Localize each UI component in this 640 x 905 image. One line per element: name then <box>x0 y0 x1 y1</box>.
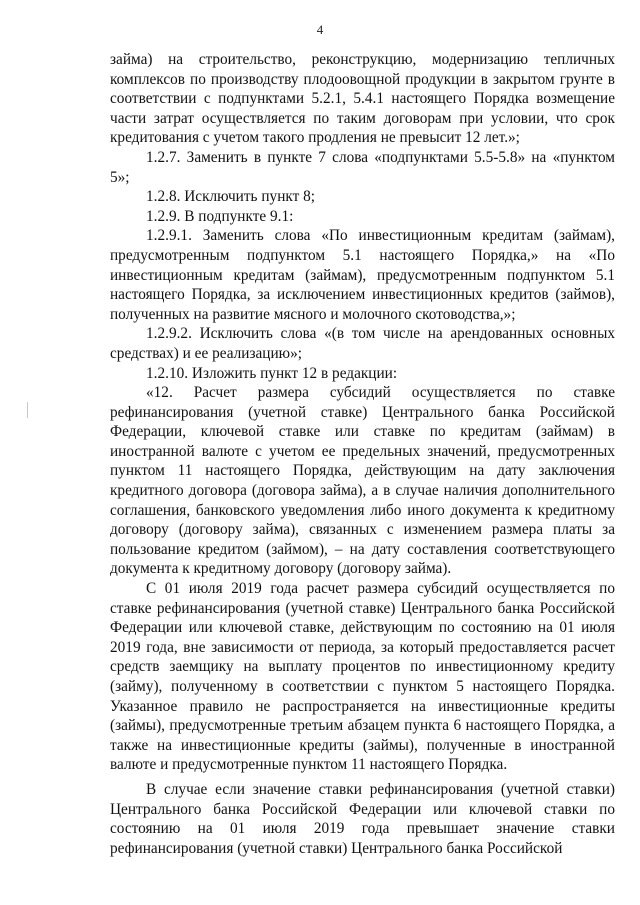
paragraph: 1.2.9.1. Заменить слова «По инвестиционным кредитам (займам), предусмотренным подпунктом 5.1 настоящего Порядка,» на «По инвестиционным кредитам (займам), предусмотренным подпунктом 5.1 настоящего Порядка, за исключением инвестиционных кредитов (займов), полученных на развитие мясного и молочного скотоводства,»; <box>110 227 615 323</box>
scan-edge-mark <box>27 402 28 418</box>
paragraph: В случае если значение ставки рефинансирования (учетной ставки) Центрального банка Российской Федерации или ключевой ставки по состоянию на 01 июля 2019 года превышает значение ставки рефинансирования (учетной ставки) Центрального банка Российской <box>110 780 615 857</box>
paragraph: 1.2.10. Изложить пункт 12 в редакции: <box>146 364 398 382</box>
paragraph: 1.2.8. Исключить пункт 8; <box>146 188 316 206</box>
document-body <box>110 50 615 858</box>
page-number: 4 <box>316 22 324 37</box>
paragraph: С 01 июля 2019 года расчет размера субсидий осуществляется по ставке рефинансирования (учетной ставке) Центрального банка Российской Федерации или ключевой ставке, действующим по состоянию на 01 июля 2019 года, вне зависимости от периода, за который предоставляется расчет средств заемщику на выплату процентов по инвестиционному кредиту (займу), полученному в соответствии с пунктом 5 настоящего Порядка. Указанное правило не распространяется на инвестиционные кредиты (займы), предусмотренные третьим абзацем пункта 6 настоящего Порядка, а также на инвестиционные кредиты (займы), полученные в иностранной валюте и предусмотренные пунктом 11 настоящего Порядка. <box>110 580 615 774</box>
paragraph: 1.2.7. Заменить в пункте 7 слова «подпунктами 5.5-5.8» на «пунктом 5»; <box>110 148 615 186</box>
paragraph: 1.2.9.2. Исключить слова «(в том числе на арендованных основных средствах) и ее реализацию»; <box>110 325 615 362</box>
paragraph: займа) на строительство, реконструкцию, модернизацию тепличных комплексов по производству плодоовощной продукции в закрытом грунте в соответствии с подпунктами 5.2.1, 5.4.1 настоящего Порядка возмещение части затрат осуществляется по таким договорам при условии, что срок кредитования с учетом такого продления не превысит 12 лет.»; <box>110 51 615 147</box>
paragraph: «12. Расчет размера субсидий осуществляется по ставке рефинансирования (учетной ставке) Центрального банка Российской Федерации, ключевой ставке или ставке по кредитам (займам) в иностранной валюте с учетом ее предельных значений, предусмотренных пунктом 11 настоящего Порядка, действующим на дату заключения кредитного договора (договора займа), а в случае наличия дополнительного соглашения, банковского уведомления либо иного документа к кредитному договору (договору займа), связанных с изменением размера платы за пользование кредитом (займом), – на дату составления соответствующего документа к кредитному договору (договору займа). <box>110 384 615 578</box>
paragraph: 1.2.9. В подпункте 9.1: <box>146 207 294 225</box>
